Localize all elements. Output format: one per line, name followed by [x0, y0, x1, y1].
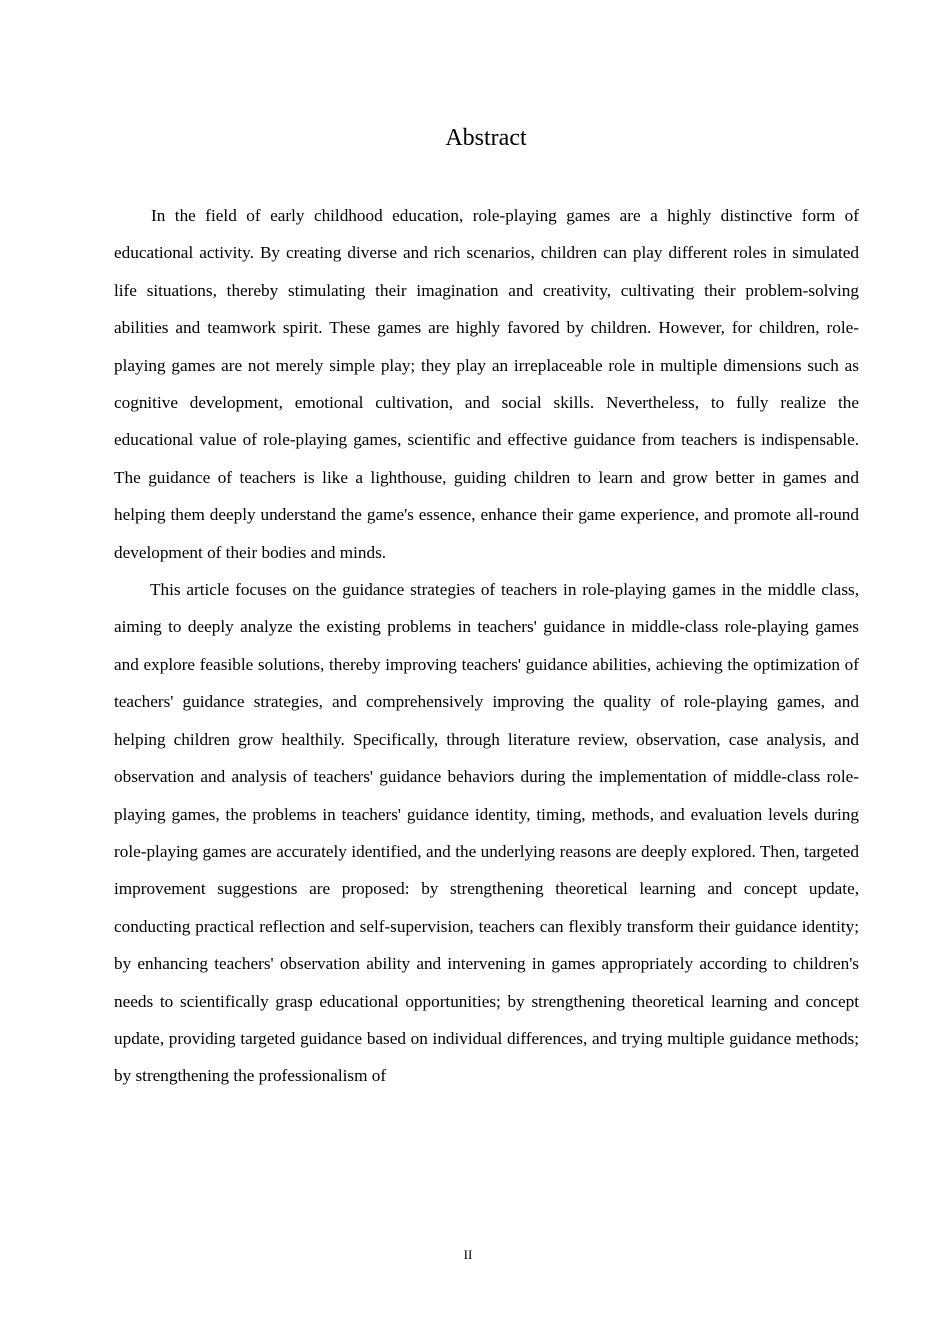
- page-title: Abstract: [445, 125, 527, 151]
- abstract-body: [114, 197, 859, 1095]
- abstract-paragraph: In the field of early childhood education, role-playing games are a highly distinctive form of educational activity. By creating diverse and rich scenarios, children can play different roles in simulated life situations, thereby stimulating their imagination and creativity, cultivating their problem-solving abilities and teamwork spirit. These games are highly favored by children. However, for children, role-playing games are not merely simple play; they play an irreplaceable role in multiple dimensions such as cognitive development, emotional cultivation, and social skills. Nevertheless, to fully realize the educational value of role-playing games, scientific and effective guidance from teachers is indispensable. The guidance of teachers is like a lighthouse, guiding children to learn and grow better in games and helping them deeply understand the game's essence, enhance their game experience, and promote all-round development of their bodies and minds.: [114, 206, 859, 562]
- abstract-paragraph: This article focuses on the guidance strategies of teachers in role-playing games in the middle class, aiming to deeply analyze the existing problems in teachers' guidance in middle-class role-playing games and explore feasible solutions, thereby improving teachers' guidance abilities, achieving the optimization of teachers' guidance strategies, and comprehensively improving the quality of role-playing games, and helping children grow healthily. Specifically, through literature review, observation, case analysis, and observation and analysis of teachers' guidance behaviors during the implementation of middle-class role-playing games, the problems in teachers' guidance identity, timing, methods, and evaluation levels during role-playing games are accurately identified, and the underlying reasons are deeply explored. Then, targeted improvement suggestions are proposed: by strengthening theoretical learning and concept update, conducting practical reflection and self-supervision, teachers can flexibly transform their guidance identity; by enhancing teachers' observation ability and intervening in games appropriately according to children's needs to scientifically grasp educational opportunities; by strengthening theoretical learning and concept update, providing targeted guidance based on individual differences, and trying multiple guidance methods; by strengthening the professionalism of: [114, 580, 859, 1086]
- page-number: II: [463, 1247, 473, 1262]
